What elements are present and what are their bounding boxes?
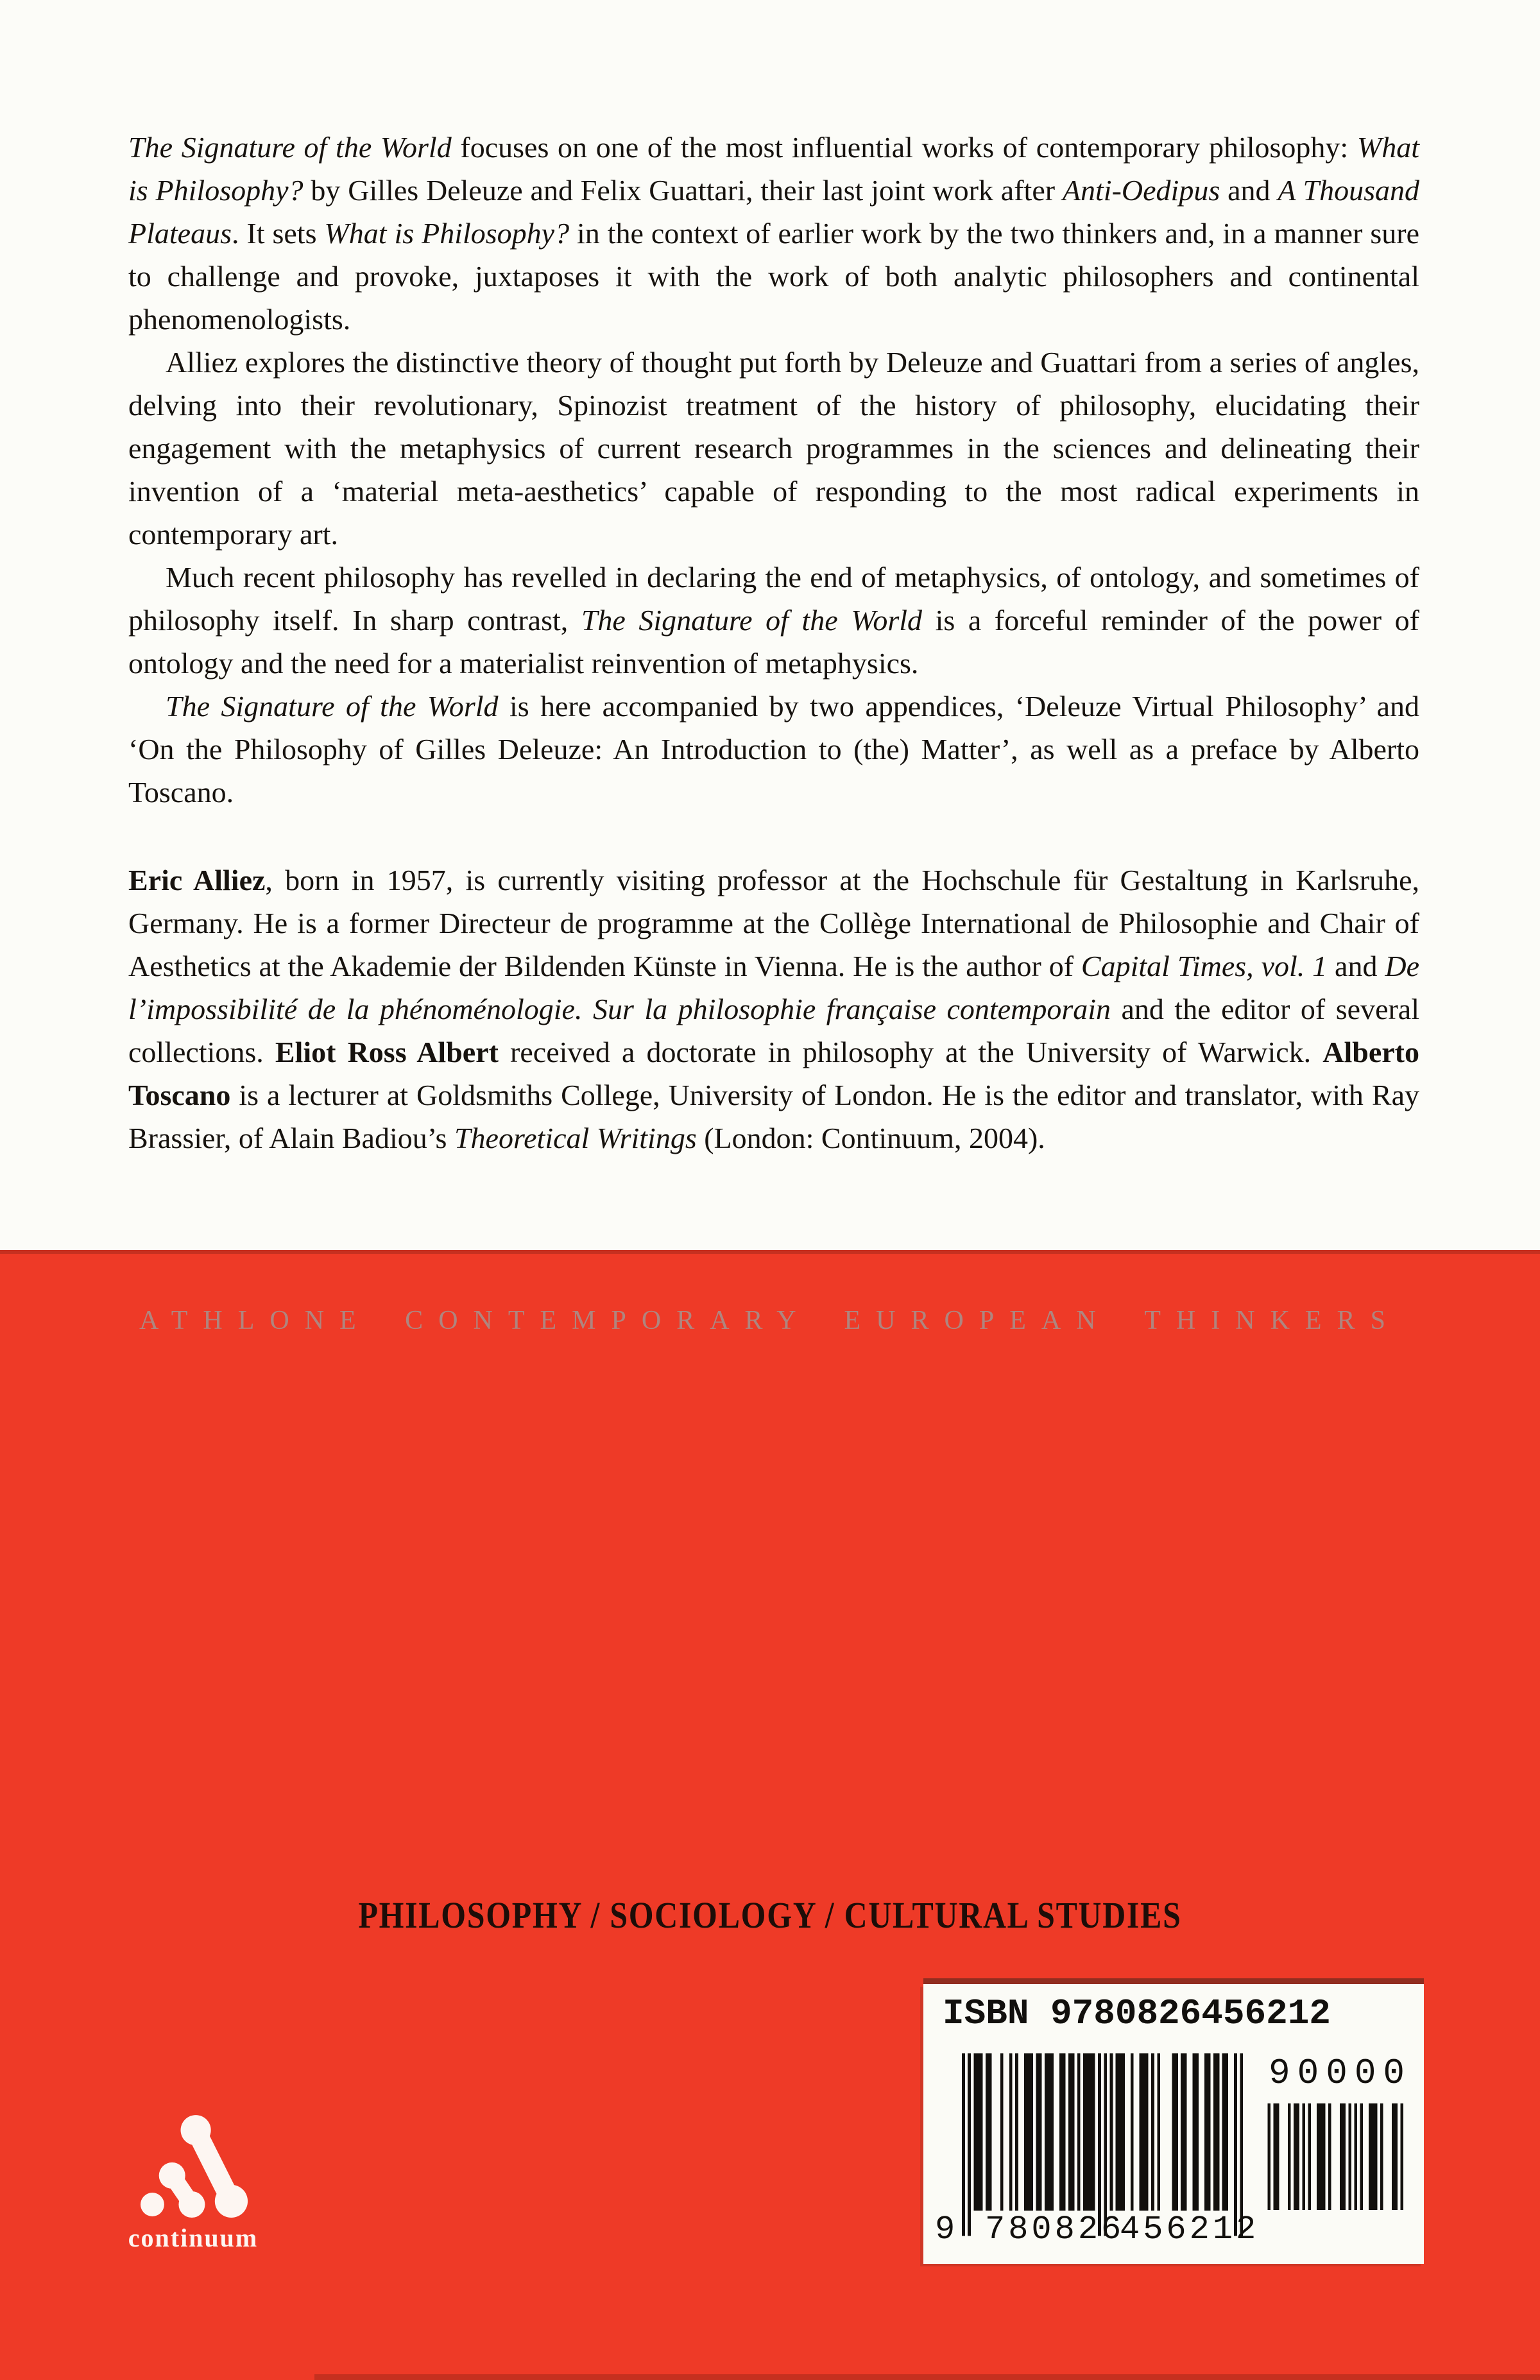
- price-code: 90000: [1269, 2053, 1412, 2094]
- publisher-name: continuum: [128, 2223, 259, 2252]
- series-title: ATHLONE CONTEMPORARY EUROPEAN THINKERS: [139, 1306, 1401, 1335]
- ean5-barcode-icon: [1265, 2103, 1403, 2210]
- synopsis-paragraph-4: The Signature of the World is here accompanied by two appendices, ‘Deleuze Virtual Philosophy’ and ‘On the Philosophy of Gilles Deleuze: An Introduction to (the) Matter’, as well as a preface by Alberto Toscano.: [128, 690, 1419, 809]
- barcode-digit-group-2: 456212: [1120, 2211, 1260, 2248]
- barcode-digit-lead: 9: [935, 2211, 955, 2248]
- page-edge-shadow: [314, 2374, 1540, 2380]
- ean5-addon-block: [1265, 2053, 1412, 2210]
- continuum-logo-icon: [137, 2112, 250, 2218]
- synopsis-paragraph-3: Much recent philosophy has revelled in declaring the end of metaphysics, of ontology, and sometimes of philosophy itself. In sharp contrast, The Signature of the World is a forceful reminder of the power of ontology and the need for a materialist reinvention of metaphysics.: [128, 561, 1419, 680]
- author-bio: Eric Alliez, born in 1957, is currently visiting professor at the Hochschule für Gestaltung in Karlsruhe, Germany. He is a former Directeur de programme at the Collège International de Philosophie and Chair of Aesthetics at the Akademie der Bildenden Künste in Vienna. He is the author of Capital Times, vol. 1 and De l’impossibilité de la phénoménologie. Sur la philosophie française contemporain and the editor of several collections. Eliot Ross Albert received a doctorate in philosophy at the University of Warwick. Alberto Toscano is a lecturer at Goldsmiths College, University of London. He is the editor and translator, with Ray Brassier, of Alain Badiou’s Theoretical Writings (London: Continuum, 2004).: [128, 864, 1420, 1154]
- cover-lower-panel: [0, 1250, 1540, 2380]
- ean13-barcode-block: [935, 2053, 1260, 2250]
- isbn-barcode-box: [923, 1984, 1424, 2264]
- publisher-logo: [126, 2112, 261, 2251]
- synopsis-paragraph-2: Alliez explores the distinctive theory of thought put forth by Deleuze and Guattari from a series of angles, delving into their revolutionary, Spinozist treatment of the history of philosophy, elucidating their engagement with the metaphysics of current research programmes in the sciences and delineating their invention of a ‘material meta-aesthetics’ capable of responding to the most radical experiments in contemporary art.: [128, 346, 1419, 551]
- category-row: [0, 1893, 1540, 1938]
- barcode-digit-group-1: 780826: [985, 2211, 1125, 2248]
- isbn-number: ISBN 9780826456212: [943, 1993, 1331, 2034]
- text-column: [128, 126, 1419, 1160]
- category-line: PHILOSOPHY / SOCIOLOGY / CULTURAL STUDIES: [358, 1894, 1182, 1936]
- barcode-human-digits: [935, 2210, 1260, 2250]
- synopsis-paragraph-1: The Signature of the World focuses on one of the most influential works of contemporary philosophy: What is Philosophy? by Gilles Deleuze and Felix Guattari, their last joint work after Anti-Oedipus and A Thousand Plateaus. It sets What is Philosophy? in the context of earlier work by the two thinkers and, in a manner sure to challenge and provoke, juxtaposes it with the work of both analytic philosophers and continental phenomenologists.: [128, 131, 1419, 336]
